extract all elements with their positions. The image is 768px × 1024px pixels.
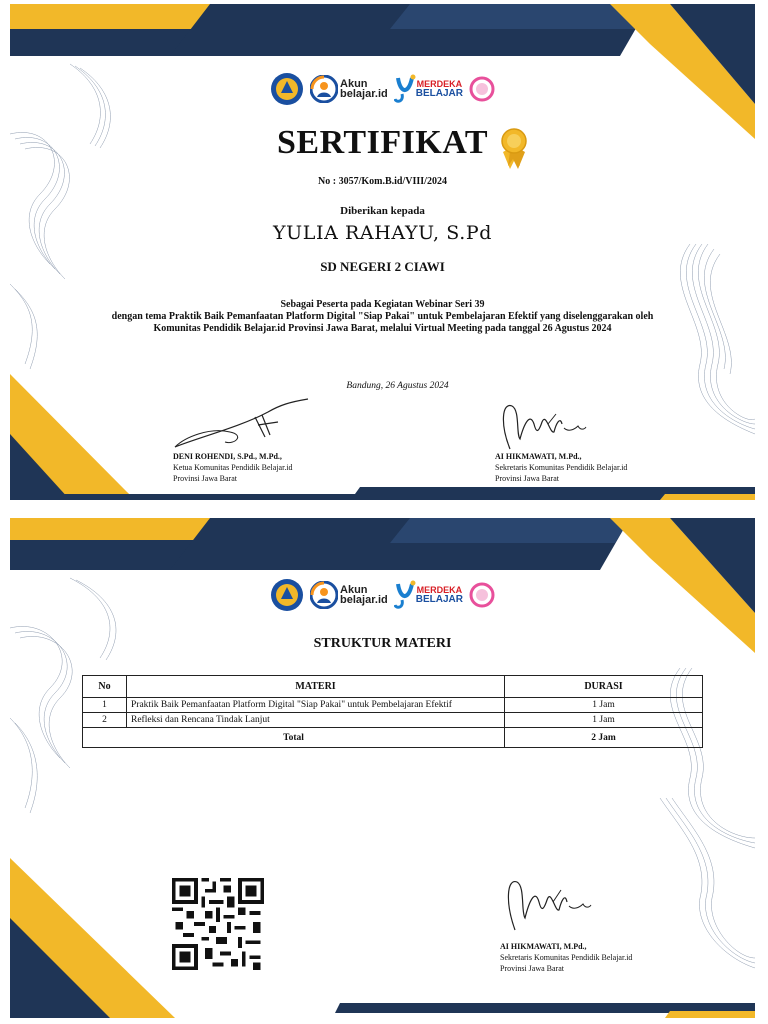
signer-page2-block — [500, 941, 632, 974]
signature-right — [490, 394, 590, 454]
komunitas-logo — [469, 582, 495, 608]
table-header-row — [83, 676, 703, 698]
qr-code — [172, 878, 264, 970]
header-materi: MATERI — [127, 676, 505, 698]
signer-left-role: Ketua Komunitas Pendidik Belajar.id — [173, 463, 293, 472]
row-materi: Refleksi dan Rencana Tindak Lanjut — [127, 713, 505, 728]
signer-page2-name: AI HIKMAWATI, M.Pd., — [500, 942, 587, 951]
merdeka-text: MERDEKA — [416, 79, 463, 89]
place-date: Bandung, 26 Agustus 2024 — [346, 381, 449, 391]
akun-text: Akun — [340, 78, 368, 90]
signer-right-role: Sekretaris Komunitas Pendidik Belajar.id — [495, 463, 628, 472]
recipient-name: YULIA RAHAYU, S.Pd — [272, 222, 492, 244]
belajar-id-text: belajar.id — [340, 88, 388, 100]
struktur-materi-page — [10, 518, 755, 1018]
signer-right-name: AI HIKMAWATI, M.Pd., — [495, 452, 582, 461]
signer-left-block — [173, 451, 293, 484]
logo-bar-2 — [10, 578, 755, 612]
given-to-label: Diberikan kepada — [340, 205, 425, 217]
tut-wuri-handayani-logo — [270, 578, 304, 612]
merdeka-belajar-logo — [394, 74, 463, 104]
certificate-description — [10, 299, 755, 335]
row-durasi: 1 Jam — [505, 713, 703, 728]
materi-table — [82, 675, 703, 748]
row-durasi: 1 Jam — [505, 698, 703, 713]
signer-left-region: Provinsi Jawa Barat — [173, 474, 237, 483]
signature-page2 — [495, 870, 595, 935]
belajar-text: BELAJAR — [415, 594, 463, 605]
akun-belajar-logo — [310, 581, 388, 609]
row-materi: Praktik Baik Pemanfaatan Platform Digital "Siap Pakai" untuk Pembelajaran Efektif — [127, 698, 505, 713]
header-durasi: DURASI — [505, 676, 703, 698]
description-line-2: dengan tema Praktik Baik Pemanfaatan Platform Digital "Siap Pakai" untuk Pembelajaran Efektif yang diselenggarakan oleh — [111, 311, 654, 322]
signer-left-name: DENI ROHENDI, S.Pd., M.Pd., — [173, 452, 282, 461]
school-name: SD NEGERI 2 CIAWI — [320, 259, 445, 274]
signer-right-block — [495, 451, 627, 484]
signer-page2-region: Provinsi Jawa Barat — [500, 964, 564, 973]
certificate-number: No : 3057/Kom.B.id/VIII/2024 — [318, 176, 447, 187]
akun-belajar-logo — [310, 75, 388, 103]
row-no: 2 — [83, 713, 127, 728]
table-total-row — [83, 728, 703, 748]
komunitas-logo — [469, 76, 495, 102]
certificate-page — [10, 4, 755, 500]
description-line-3: Komunitas Pendidik Belajar.id Provinsi Jawa Barat, melalui Virtual Meeting pada tanggal 26 Agustus 2024 — [153, 323, 612, 334]
row-no: 1 — [83, 698, 127, 713]
signer-right-region: Provinsi Jawa Barat — [495, 474, 559, 483]
total-label: Total — [83, 728, 505, 748]
description-line-1: Sebagai Peserta pada Kegiatan Webinar Seri 39 — [280, 299, 485, 310]
akun-text: Akun — [340, 584, 368, 596]
belajar-id-text: belajar.id — [340, 594, 388, 606]
signer-page2-role: Sekretaris Komunitas Pendidik Belajar.id — [500, 953, 633, 962]
table-row — [83, 713, 703, 728]
struktur-materi-title: STRUKTUR MATERI — [313, 636, 452, 651]
certificate-title: SERTIFIKAT — [276, 124, 488, 161]
belajar-text: BELAJAR — [415, 88, 463, 99]
merdeka-belajar-logo — [394, 580, 463, 610]
header-no: No — [83, 676, 127, 698]
logo-bar — [10, 72, 755, 106]
table-row — [83, 698, 703, 713]
signature-left — [170, 397, 310, 452]
total-value: 2 Jam — [505, 728, 703, 748]
merdeka-text: MERDEKA — [416, 585, 463, 595]
tut-wuri-handayani-logo — [270, 72, 304, 106]
